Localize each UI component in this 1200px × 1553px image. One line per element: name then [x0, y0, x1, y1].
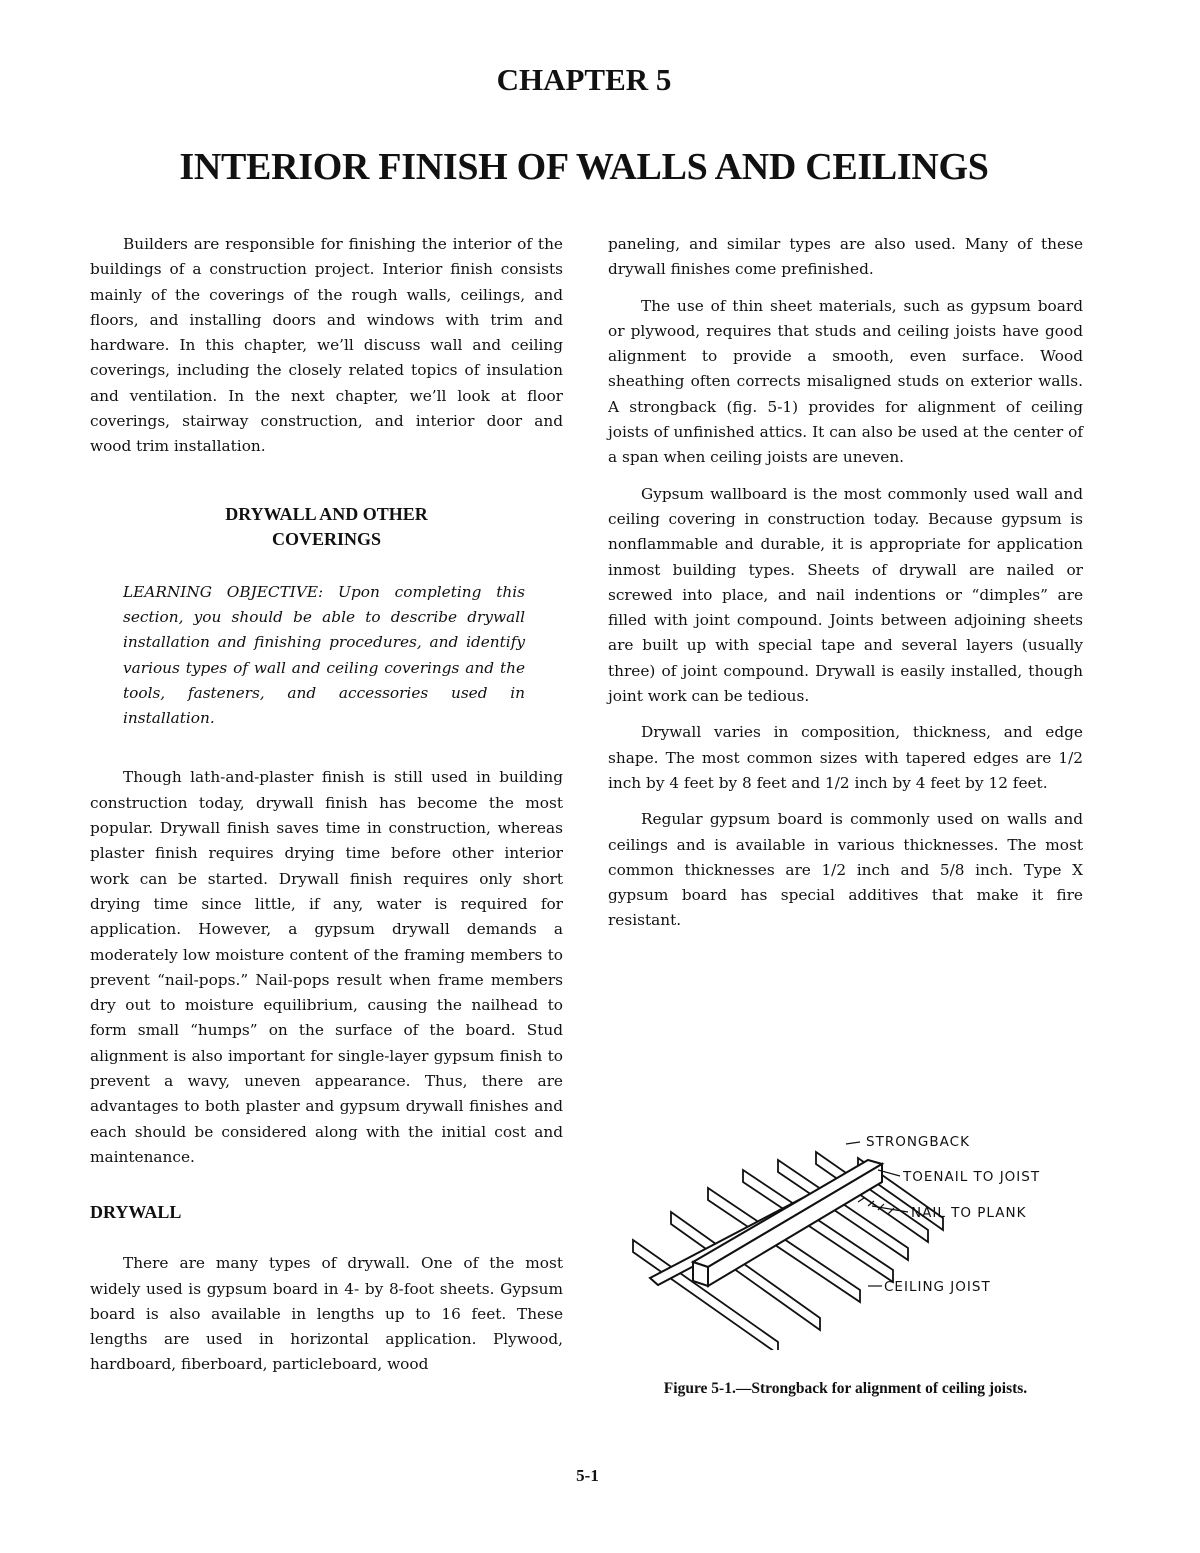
- right-column: [608, 232, 1083, 945]
- page-title: INTERIOR FINISH OF WALLS AND CEILINGS: [179, 146, 989, 188]
- label-strongback: STRONGBACK: [866, 1134, 970, 1150]
- nail: [858, 1198, 864, 1202]
- ceiling-joists: [633, 1152, 943, 1350]
- drywall-types-paragraph: There are many types of drywall. One of the most widely used is gypsum board in 4- by 8-foot sheets. Gypsum board is also available in lengths up to 16 feet. These lengths are used in horizontal application. Plywood, hardboard, fiberboard, particleboard, wood: [90, 1254, 563, 1374]
- drywall-varies-paragraph: Drywall varies in composition, thickness, and edge shape. The most common sizes with tapered edges are 1/2 inch by 4 feet by 8 feet and 1/2 inch by 4 feet by 12 feet.: [608, 723, 1083, 792]
- left-column: [90, 232, 563, 1389]
- figure-caption: Figure 5-1.—Strongback for alignment of ceiling joists.: [663, 1380, 1028, 1397]
- regular-gypsum-paragraph: Regular gypsum board is commonly used on walls and ceilings and is available in various thicknesses. The most common thicknesses are 1/2 inch and 5/8 inch. Type X gypsum board has special additives that make it fire resistant.: [608, 810, 1083, 930]
- learning-objective: LEARNING OBJECTIVE: Upon completing this section, you should be able to describe drywall installation and finishing procedures, and identify various types of wall and ceiling coverings and the tools, fasteners, and accessories used in installation.: [123, 582, 525, 728]
- label-toenail: TOENAIL TO JOIST: [903, 1169, 1041, 1185]
- strongback-leader: [846, 1142, 860, 1144]
- lath-plaster-paragraph: Though lath-and-plaster finish is still used in building construction today, drywall finish has become the most popular. Drywall finish saves time in construction, whereas plaster finish requires drying time before other interior work can be started. Drywall finish requires only short drying time since little, if any, water is required for application. However, a gypsum drywall demands a moderately low moisture content of the framing members to prevent “nail-pops.” Nail-pops result when frame members dry out to moisture equilibrium, causing the nailhead to form small “humps” on the surface of the board. Stud alignment is also important for single-layer gypsum finish to prevent a wavy, uneven appearance. Thus, there are advantages to both plaster and gypsum drywall finishes and each should be considered along with the initial cost and maintenance.: [90, 768, 563, 1166]
- section-heading-line1: DRYWALL AND OTHER: [225, 503, 428, 524]
- strongback-side: [693, 1262, 708, 1286]
- gypsum-wallboard-paragraph: Gypsum wallboard is the most commonly used wall and ceiling covering in construction today. Because gypsum is nonflammable and durable, it is appropriate for application inmost building types. Sheets of drywall are nailed or screwed into place, and nail indentions or “dimples” are filled with joint compound. Joints between adjoining sheets are built up with special tape and several layers (usually three) of joint compound. Drywall is easily installed, though joint work can be tedious.: [608, 484, 1083, 706]
- paneling-paragraph: paneling, and similar types are also used. Many of these drywall finishes come prefinished.: [608, 235, 1083, 279]
- label-ceiling-joist: CEILING JOIST: [884, 1279, 991, 1295]
- page-number: 5-1: [576, 1466, 599, 1485]
- section-heading-line2: COVERINGS: [271, 528, 382, 549]
- drywall-subheading: DRYWALL: [90, 1202, 182, 1223]
- thin-sheet-paragraph: The use of thin sheet materials, such as gypsum board or plywood, requires that studs and ceiling joists have good alignment to provide a smooth, even surface. Wood sheathing often corrects misaligned studs on exterior walls. A strongback (fig. 5-1) provides for alignment of ceiling joists of unfinished attics. It can also be used at the center of a span when ceiling joists are uneven.: [608, 296, 1083, 467]
- intro-paragraph: Builders are responsible for finishing the interior of the buildings of a construction project. Interior finish consists mainly of the coverings of the rough walls, ceilings, and floors, and installing doors and windows with trim and hardware. In this chapter, we’ll discuss wall and ceiling coverings, including the closely related topics of insulation and ventilation. In the next chapter, we’ll look at floor coverings, stairway construction, and interior door and wood trim installation.: [90, 235, 563, 456]
- label-nail: NAIL TO PLANK: [911, 1205, 1027, 1221]
- chapter-number: CHAPTER 5: [496, 62, 672, 97]
- strongback-figure: [628, 1130, 1068, 1350]
- section-heading: [90, 502, 563, 552]
